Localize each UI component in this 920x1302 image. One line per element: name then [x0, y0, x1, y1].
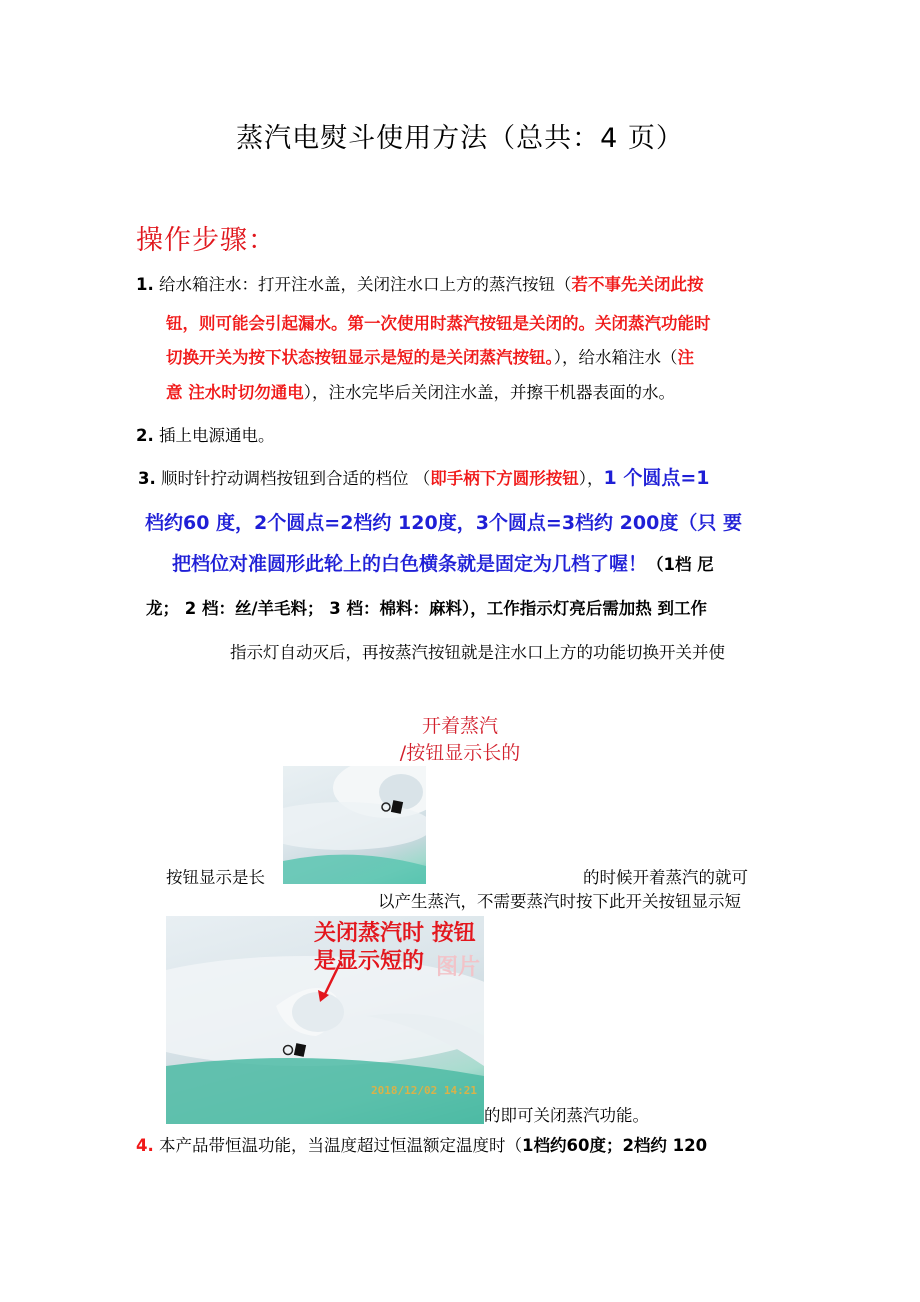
- step1-line4: [166, 381, 675, 405]
- step3-paren: ），: [578, 469, 604, 488]
- step1-line3: [166, 346, 694, 370]
- step3-text: 顺时针拧动调档按钮到合适的档位 （: [161, 469, 431, 488]
- step3-knob-note: 即手柄下方圆形按钮: [430, 469, 579, 488]
- step1-fill-water: ），给水箱注水（: [553, 348, 678, 367]
- step3-line2: 档约60 度，2个圆点=2档约 120度，3个圆点=3档约 200度（只 要: [145, 512, 742, 534]
- page-title: 蒸汽电熨斗使用方法（总共：4 页）: [236, 123, 684, 154]
- step2-number: 2.: [136, 426, 154, 445]
- step3-line5: 指示灯自动灭后，再按蒸汽按钮就是注水口上方的功能切换开关并使: [230, 643, 725, 662]
- step3-fabric-list: 龙； 2 档：丝/羊毛料； 3 档：棉料：麻料），工作指示灯亮后需加热 到工作: [146, 599, 707, 618]
- photo2-overlay-line1: 关闭蒸汽时 按钮: [314, 921, 476, 946]
- step1-number: 1.: [136, 275, 154, 294]
- caption-open-steam-1: 开着蒸汽: [421, 715, 498, 737]
- step1-warning-start: 若不事先关闭此按: [571, 275, 704, 294]
- photo1-right-text: 的时候开着蒸汽的就可: [583, 868, 748, 887]
- photo2-overlay-faint: 图片: [436, 955, 481, 980]
- step3-line4: [146, 597, 707, 621]
- step1-text: 给水箱注水：打开注水盖，关闭注水口上方的蒸汽按钮（: [159, 275, 572, 294]
- step1-line1: [136, 273, 704, 297]
- step1-finish: ），注水完毕后关闭注水盖，并擦干机器表面的水。: [303, 383, 675, 402]
- step4: [136, 1134, 707, 1158]
- step3-dots-start: 1 个圆点=1: [603, 467, 710, 489]
- step3-line1: [138, 466, 709, 491]
- step1-warning-end: 切换开关为按下状态按钮显示是短的是关闭蒸汽按钮。: [166, 348, 554, 367]
- photo1-next-line: 以产生蒸汽，不需要蒸汽时按下此开关按钮显示短: [378, 892, 741, 911]
- step3-fabric-start: （1档 尼: [647, 555, 714, 574]
- step4-text: 本产品带恒温功能，当温度超过恒温额定温度时（: [159, 1136, 522, 1155]
- step1-note: 意 注水时切勿通电: [166, 383, 304, 402]
- photo2-after-text: 的即可关闭蒸汽功能。: [484, 1106, 649, 1125]
- steam-button-illustration: [283, 766, 426, 884]
- step1-line2: 钮，则可能会引起漏水。第一次使用时蒸汽按钮是关闭的。关闭蒸汽功能时: [166, 314, 711, 333]
- photo2-timestamp: 2018/12/02 14:21: [371, 1084, 477, 1097]
- caption-open-steam-2: /按钮显示长的: [399, 742, 521, 764]
- step4-number: 4.: [136, 1136, 154, 1155]
- steam-off-photo: [166, 916, 484, 1124]
- steam-on-photo: [283, 766, 426, 884]
- step1-note-start: 注: [677, 348, 694, 367]
- section-heading: 操作步骤：: [136, 225, 276, 256]
- step3-white-bar-note: 把档位对准圆形此轮上的白色横条就是固定为几档了喔！: [172, 553, 648, 575]
- photo1-left-text: 按钮显示是长: [166, 868, 265, 887]
- step4-temps: 1档约60度；2档约 120: [522, 1136, 708, 1155]
- step3-line3: [172, 552, 714, 577]
- step2: [136, 424, 275, 448]
- photo2-overlay-line2: 是显示短的: [314, 949, 425, 974]
- step3-number: 3.: [138, 469, 156, 488]
- step2-text: 插上电源通电。: [159, 426, 275, 445]
